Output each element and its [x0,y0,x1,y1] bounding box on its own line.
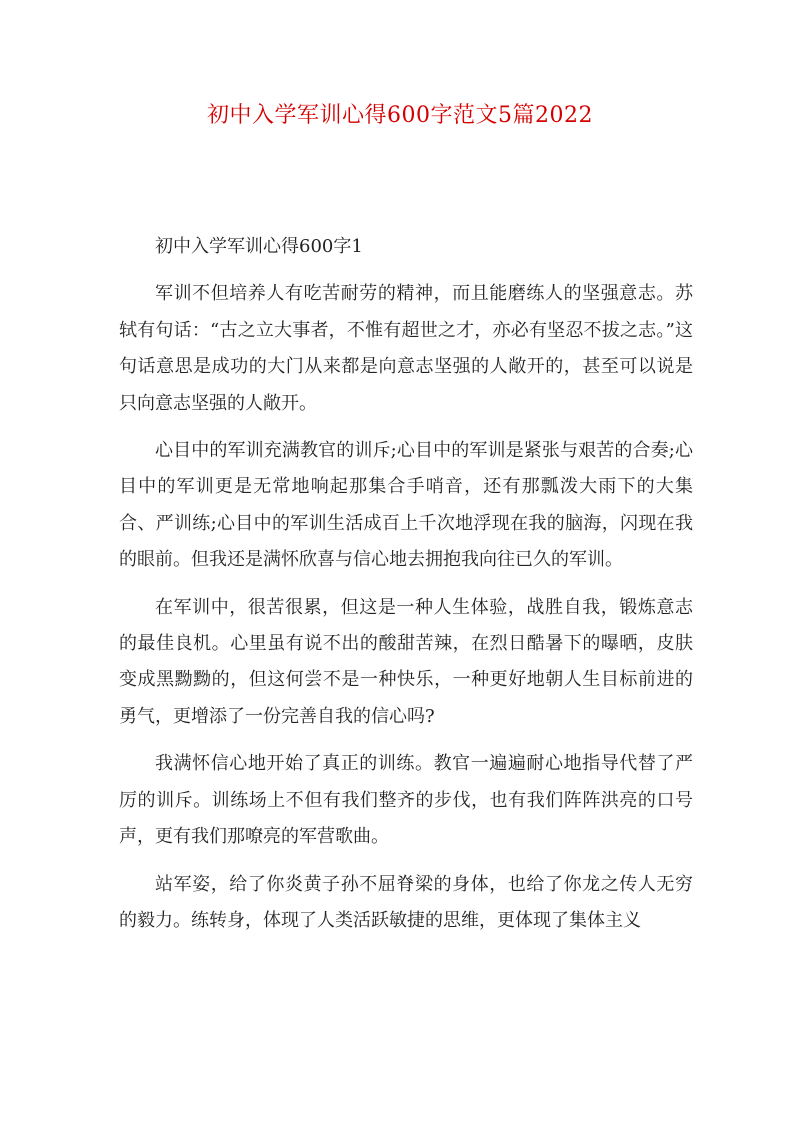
paragraph-5: 站军姿，给了你炎黄子孙不屈脊梁的身体，也给了你龙之传人无穷的毅力。练转身，体现了人类活跃敏捷的思维，更体现了集体主义 [119,873,693,931]
document-title: 初中入学军训心得600字范文5篇2022 [207,103,593,128]
paragraph-4: 我满怀信心地开始了真正的训练。教官一遍遍耐心地指导代替了严厉的训斥。训练场上不但有我们整齐的步伐，也有我们阵阵洪亮的口号声，更有我们那嘹亮的军营歌曲。 [119,753,693,848]
paragraph-2: 心目中的军训充满教官的训斥;心目中的军训是紧张与艰苦的合奏;心目中的军训更是无常地响起那集合手哨音，还有那瓢泼大雨下的大集合、严训练;心目中的军训生活成百上千次地浮现在我的脑海，闪现在我的眼前。但我还是满怀欣喜与信心地去拥抱我向往已久的军训。 [119,440,693,571]
paragraph-3: 在军训中，很苦很累，但这是一种人生体验，战胜自我，锻炼意志的最佳良机。心里虽有说不出的酸甜苦辣，在烈日酷暑下的曝晒，皮肤变成黑黝黝的，但这何尝不是一种快乐，一种更好地朝人生目标前进的勇气，更增添了一份完善自我的信心吗? [119,596,693,727]
document-body [119,229,693,950]
section-heading: 初中入学军训心得600字1 [155,236,363,257]
paragraph-1: 军训不但培养人有吃苦耐劳的精神，而且能磨练人的坚强意志。苏轼有句话：“古之立大事者，不惟有超世之才，亦必有坚忍不拔之志。”这句话意思是成功的大门从来都是向意志坚强的人敞开的，甚至可以说是只向意志坚强的人敞开。 [119,283,693,414]
